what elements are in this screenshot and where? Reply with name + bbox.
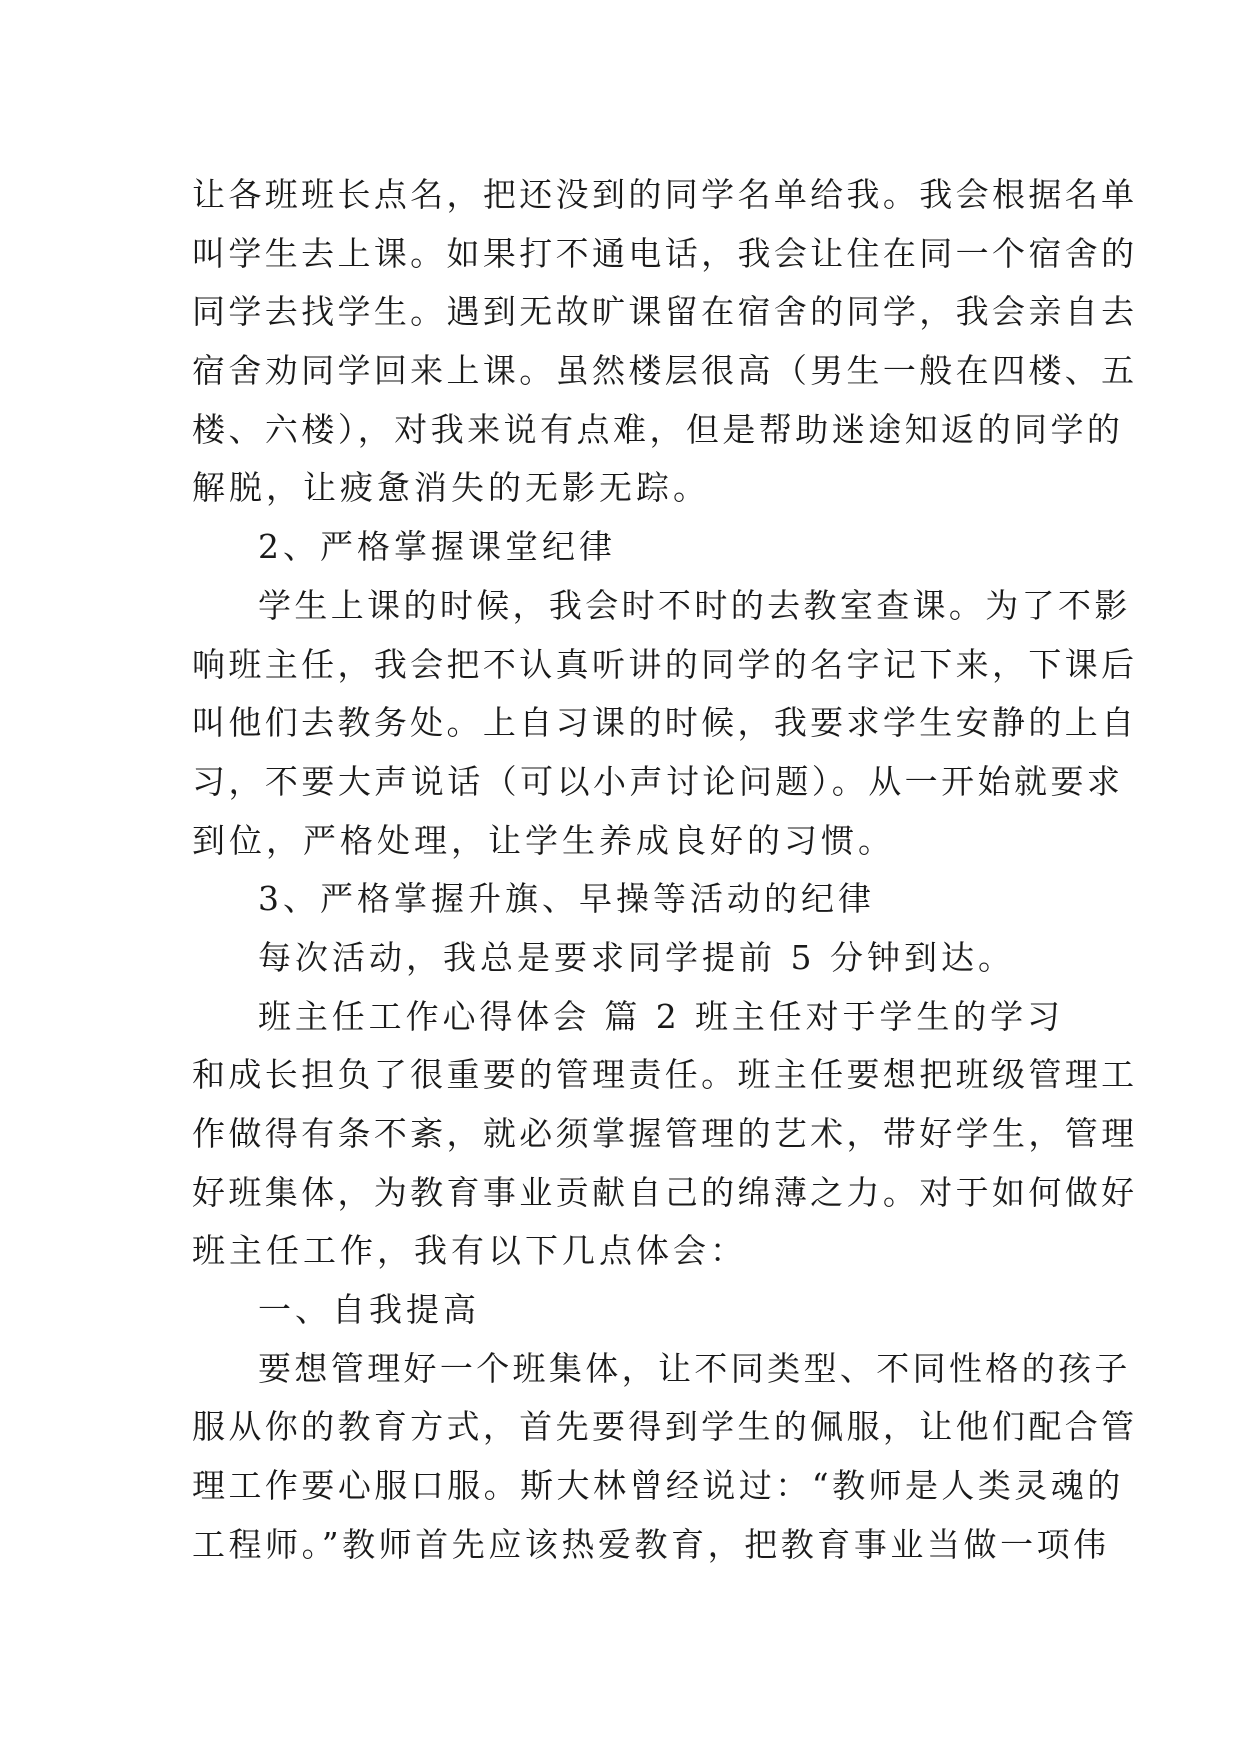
text-line: 习，不要大声说话（可以小声讨论问题）。从一开始就要求 — [192, 761, 1124, 801]
text-line: 每次活动，我总是要求同学提前 5 分钟到达。 — [258, 937, 1015, 977]
text-line: 班主任工作心得体会 篇 2 班主任对于学生的学习 — [258, 996, 1064, 1036]
text-line: 要想管理好一个班集体，让不同类型、不同性格的孩子 — [258, 1348, 1131, 1388]
text-line: 楼、六楼），对我来说有点难，但是帮助迷途知返的同学的 — [192, 409, 1124, 449]
text-line: 同学去找学生。遇到无故旷课留在宿舍的同学，我会亲自去 — [192, 292, 1138, 332]
text-line: 响班主任，我会把不认真听讲的同学的名字记下来，下课后 — [192, 644, 1138, 684]
text-line: 服从你的教育方式，首先要得到学生的佩服，让他们配合管 — [192, 1407, 1138, 1447]
text-line: 班主任工作，我有以下几点体会： — [192, 1231, 747, 1271]
text-line: 3、严格掌握升旗、早操等活动的纪律 — [258, 879, 875, 919]
text-line: 到位，严格处理，让学生养成良好的习惯。 — [192, 820, 895, 860]
text-line: 解脱，让疲惫消失的无影无踪。 — [192, 468, 710, 508]
text-line: 叫他们去教务处。上自习课的时候，我要求学生安静的上自 — [192, 703, 1138, 743]
text-line: 宿舍劝同学回来上课。虽然楼层很高（男生一般在四楼、五 — [192, 351, 1138, 391]
text-line: 和成长担负了很重要的管理责任。班主任要想把班级管理工 — [192, 1055, 1138, 1095]
text-line: 理工作要心服口服。斯大林曾经说过：“教师是人类灵魂的 — [192, 1466, 1124, 1506]
text-line: 让各班班长点名，把还没到的同学名单给我。我会根据名单 — [192, 175, 1138, 214]
document-body — [192, 166, 1138, 1575]
text-line: 叫学生去上课。如果打不通电话，我会让住在同一个宿舍的 — [192, 233, 1138, 273]
text-line: 工程师。”教师首先应该热爱教育，把教育事业当做一项伟 — [192, 1524, 1110, 1564]
text-line: 2、严格掌握课堂纪律 — [258, 527, 616, 567]
text-line: 作做得有条不紊，就必须掌握管理的艺术，带好学生，管理 — [192, 1114, 1138, 1153]
text-line: 学生上课的时候，我会时不时的去教室查课。为了不影 — [258, 585, 1131, 625]
text-line: 一、自我提高 — [258, 1290, 480, 1330]
text-line: 好班集体，为教育事业贡献自己的绵薄之力。对于如何做好 — [192, 1172, 1138, 1212]
